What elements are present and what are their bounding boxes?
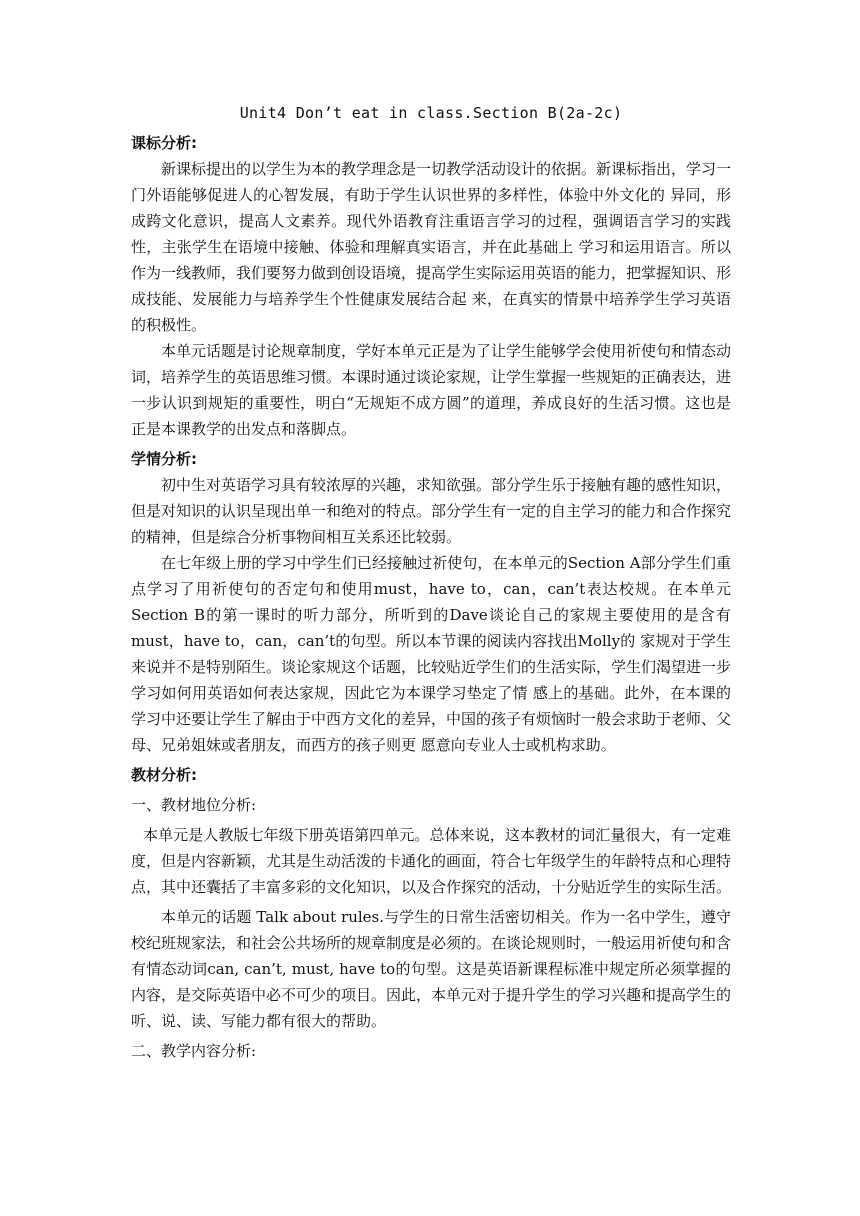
student-paragraph-1: 初中生对英语学习具有较浓厚的兴趣，求知欲强。部分学生乐于接触有趣的感性知识，但是对知识的认识呈现出单一和绝对的特点。部分学生有一定的自主学习的能力和合作探究的精神，但是综合分析事物间相互关系还比较弱。 — [131, 476, 732, 546]
curriculum-paragraph-2: 本单元话题是讨论规章制度，学好本单元正是为了让学生能够学会使用祈使句和情态动词，培养学生的英语思维习惯。本课时通过谈论家规，让学生掌握一些规矩的正确表达，进一步认识到规矩的重要性，明白“无规矩不成方圆”的道理，养成良好的生活习惯。这也是正是本课教学的出发点和落脚点。 — [131, 342, 732, 438]
student-analysis-heading: 学情分析: — [131, 450, 197, 468]
materials-analysis-heading: 教材分析: — [131, 766, 197, 784]
document-title: Unit4 Don’t eat in class.Section B(2a-2c) — [239, 104, 623, 122]
curriculum-analysis-heading: 课标分析: — [131, 134, 197, 152]
curriculum-paragraph-1: 新课标提出的以学生为本的教学理念是一切教学活动设计的依据。新课标指出，学习一门外语能够促进人的心智发展，有助于学生认识世界的多样性，体验中外文化的 异同，形成跨文化意识，提高人文素养。现代外语教育注重语言学习的过程，强调语言学习的实践性，主张学生在语境中接触、体验和理解真实语言，并在此基础上 学习和运用语言。所以作为一线教师，我们要努力做到创设语境，提高学生实际运用英语的能力，把掌握知识、形成技能、发展能力与培养学生个性健康发展结合起 来，在真实的情景中培养学生学习英语的积极性。 — [131, 160, 732, 334]
materials-paragraph-2: 本单元的话题 Talk about rules.与学生的日常生活密切相关。作为一名中学生，遵守校纪班规家法，和社会公共场所的规章制度是必须的。在谈论规则时，一般运用祈使句和含有情态动词can, can’t, must, have to的句型。这是英语新课程标准中规定所必须掌握的内容，是交际英语中必不可少的项目。因此，本单元对于提升学生的学习兴趣和提高学生的听、说、读、写能力都有很大的帮助。 — [131, 908, 732, 1030]
document-page — [131, 100, 731, 1064]
student-paragraph-2: 在七年级上册的学习中学生们已经接触过祈使句，在本单元的Section A部分学生们重点学习了用祈使句的否定句和使用must，have to，can，can’t表达校规。在本单元Section B的第一课时的听力部分，所听到的Dave谈论自己的家规主要使用的是含有must，have to，can，can’t的句型。所以本节课的阅读内容找出Molly的 家规对于学生来说并不是特别陌生。谈论家规这个话题，比较贴近学生们的生活实际，学生们渴望进一步学习如何用英语如何表达家规，因此它为本课学习垫定了情 感上的基础。此外，在本课的学习中还要让学生了解由于中西方文化的差异，中国的孩子有烦恼时一般会求助于老师、父母、兄弟姐妹或者朋友，而西方的孩子则更 愿意向专业人士或机构求助。 — [131, 554, 732, 754]
teaching-content-subheading: 二、教学内容分析: — [131, 1042, 257, 1060]
materials-paragraph-1: 本单元是人教版七年级下册英语第四单元。总体来说，这本教材的词汇量很大，有一定难度，但是内容新颖，尤其是生动活泼的卡通化的画面，符合七年级学生的年龄特点和心理特点，其中还囊括了丰富多彩的文化知识，以及合作探究的活动，十分贴近学生的实际生活。 — [131, 826, 732, 896]
materials-position-subheading: 一、教材地位分析: — [131, 796, 257, 814]
